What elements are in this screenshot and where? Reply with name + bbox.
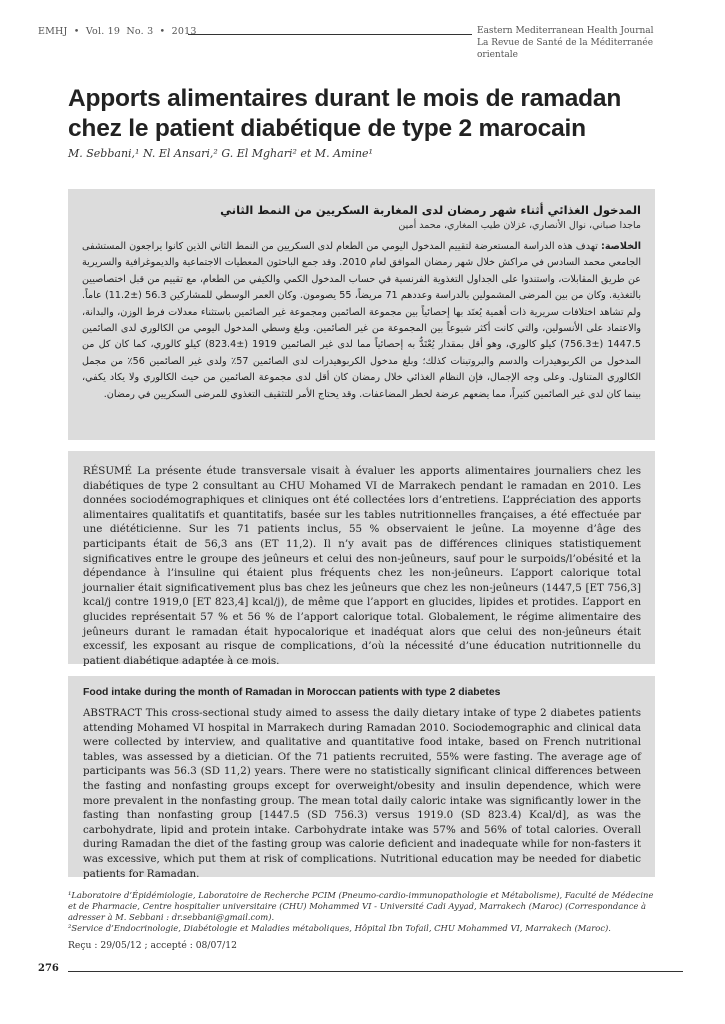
separator-dot: •: [73, 26, 80, 37]
arabic-abstract-label: الخلاصة:: [600, 241, 641, 252]
affiliation-footnotes: [68, 890, 658, 934]
footnote-2: ²Service d’Endocrinologie, Diabétologie et Maladies métaboliques, Hôpital Ibn Tofail, CHU Mohammed VI, Marrakech (Maroc).: [68, 923, 611, 933]
english-abstract-text: ABSTRACT This cross-sectional study aimed to assess the daily dietary intake of type 2 diabetes patients attending Mohamed VI hospital in Marrakech during Ramadan 2010. Sociodemographic and clinical data were collected by interview, and qualitative and quantitative food intake, based on French nutritional tables, was assessed by a dietician. Of the 71 patients recruited, 55% were fasting. The average age of participants was 56.3 (SD 11,2) years. There were no statistically significant clinical differences between the fasting and nonfasting groups except for overweight/obesity and insulin dependence, which were more prevalent in the nonfasting group. The mean total daily caloric intake was significantly lower in the fasting than nonfasting group [1447.5 (SD 756.3) versus 1919.0 (SD 823.4) Kcal/d], as was the carbohydrate, lipid and protein intake. Carbohydrate intake was 57% and 56% of total calories. Overall during Ramadan the diet of the fasting group was calorie deficient and inadequate while for non-fasters it was excessive, which put them at risk of complications. Nutritional education may be needed for diabetic patients for Ramadan.: [83, 707, 641, 880]
arabic-abstract-body: تهدف هذه الدراسة المستعرضة لتقييم المدخول اليومي من الطعام لدى السكريين من النمط الثاني الذين كانوا يراجعون المستشفى الجامعي محمد السادس في مراكش خلال شهر رمضان الموافق لعام 2010. وقد جمع الباحثون المعطيات الاجتماعية والديموغرافية والسريرية عن طريق المقابلات، واستندوا على الجداول التغذوية الفرنسية في حساب المدخول الكمي والكيفي من الطعام، مع تقييم من قبل اختصاصيين بالتغذية. وكان من بين المرضى المشمولين بالدراسة وعددهم 71 مريضاً، 55 يصومون. وكان العمر الوسطي للمشاركين 56.3 (±11.2) عاماً. ولم تشاهد اختلافات سريرية ذات أهمية يُعتَد بها إحصائياً بين مجموعة الصائمين ومجموعة غير الصائمين باستثناء معدلات فرط الوزن، والبدانة، والاعتماد على الأنسولين، والتي كانت أكثر شيوعاً بين المجموعة من غير الصائمين. وبلغ وسطي المدخول اليومي من الكالوري لدى الصائمين 1447.5 (±756.3) كيلو كالوري، وهو أقل بمقدار يُعْتَدُّ به إحصائياً مما لدى غير الصائمين 1919 (±823.4) كيلو كالوري، كما كان كل من المدخول من الكربوهيدرات والدسم والبروتينات كذلك؛ وبلغ مدخول الكربوهيدرات لدى الصائمين 57٪ ولدى غير الصائمين 56٪ من مجمل الكالوري المتناول. وعلى وجه الإجمال، فإن النظام الغذائي خلال رمضان كان أقل لدى مجموعة الصائمين من حيث الكالوري ولا يكاد يكفي، بينما كان لدى غير الصائمين كثيراً، مما يضعهم عرضة لخطر المضاعفات. وقد يحتاج الأمر للتثقيف التغذوي للمرضى السكريين في رمضان.: [82, 241, 642, 400]
french-abstract-text: RÉSUMÉ La présente étude transversale visait à évaluer les apports alimentaires journaliers chez les diabétiques de type 2 consultant au CHU Mohamed VI de Marrakech pendant le ramadan en 2010. Les données sociodémographiques et cliniques ont été collectées lors d’entretiens. L’appréciation des apports alimentaires qualitatifs et quantitatifs, basée sur les tables nutritionnelles françaises, a été effectuée par une diététicienne. Sur les 71 patients inclus, 55 % observaient le jeûne. La moyenne d’âge des participants était de 56,3 ans (ET 11,2). Il n’y avait pas de différences cliniques statistiquement significatives entre le groupe des jeûneurs et celui des non-jeûneurs, sauf pour le surpoids/l’obésité et la dépendance à l’insuline qui étaient plus fréquents chez les non-jeûneurs. L’apport calorique total journalier était significativement plus bas chez les jeûneurs que chez les non-jeûneurs (1447,5 [ET 756,3] kcal/j contre 1919,0 [ET 823,4] kcal/j), de même que l’apport en glucides, lipides et protides. L’apport en glucides représentait 57 % et 56 % de l’apport calorique total. Globalement, le régime alimentaire des jeûneurs durant le ramadan était hypocalorique et inadéquat alors que celui des non-jeûneurs était excessif, les exposant au risque de complications, d’où la nécessité d’une éducation nutritionnelle du patient diabétique adaptée à ce mois.: [83, 465, 641, 667]
footer-rule: [68, 971, 683, 972]
abstract-french: [68, 451, 655, 667]
header-rule: [188, 34, 472, 35]
journal-name: [477, 25, 687, 61]
received-accepted-dates: Reçu : 29/05/12 ; accepté : 08/07/12: [68, 940, 237, 951]
arabic-title: المدخول الغذائي أثناء شهر رمضان لدى المغاربة السكريين من النمط الثاني: [220, 203, 641, 217]
footnote-1: ¹Laboratoire d’Épidémiologie, Laboratoire de Recherche PCIM (Pneumo-cardio-immunopathologie et Métabolisme), Faculté de Médecine et de Pharmacie, Centre hospitalier universitaire (CHU) Mohammed VI - Université Cadi Ayyad, Marrakech (Maroc) (Correspondance à adresser à M. Sebbani : dr.sebbani@gmail.com).: [68, 890, 654, 922]
page-number: 276: [38, 963, 59, 974]
abstract-arabic: [68, 189, 655, 440]
journal-name-fr: La Revue de Santé de la Méditerranée orientale: [477, 38, 654, 60]
abstract-english: [68, 676, 655, 880]
english-title: Food intake during the month of Ramadan in Moroccan patients with type 2 diabetes: [83, 687, 501, 698]
arabic-authors: ماجدا صباني، نوال الأنصاري، غزلان طيب المغاري، محمد أمين: [398, 220, 641, 231]
article-authors: M. Sebbani,¹ N. El Ansari,² G. El Mghari² et M. Amine¹: [68, 147, 373, 160]
running-header: [38, 26, 687, 60]
journal-number: No. 3: [126, 26, 154, 37]
journal-volume: Vol. 19: [85, 26, 121, 37]
article-title: Apports alimentaires durant le mois de ramadan chez le patient diabétique de type 2 marocain: [68, 85, 622, 142]
journal-name-en: Eastern Mediterranean Health Journal: [477, 26, 654, 36]
separator-dot: •: [159, 26, 166, 37]
journal-citation: [38, 26, 200, 37]
arabic-abstract-text: [82, 239, 641, 403]
journal-year: 2013: [171, 26, 197, 37]
journal-abbr: EMHJ: [38, 26, 68, 37]
